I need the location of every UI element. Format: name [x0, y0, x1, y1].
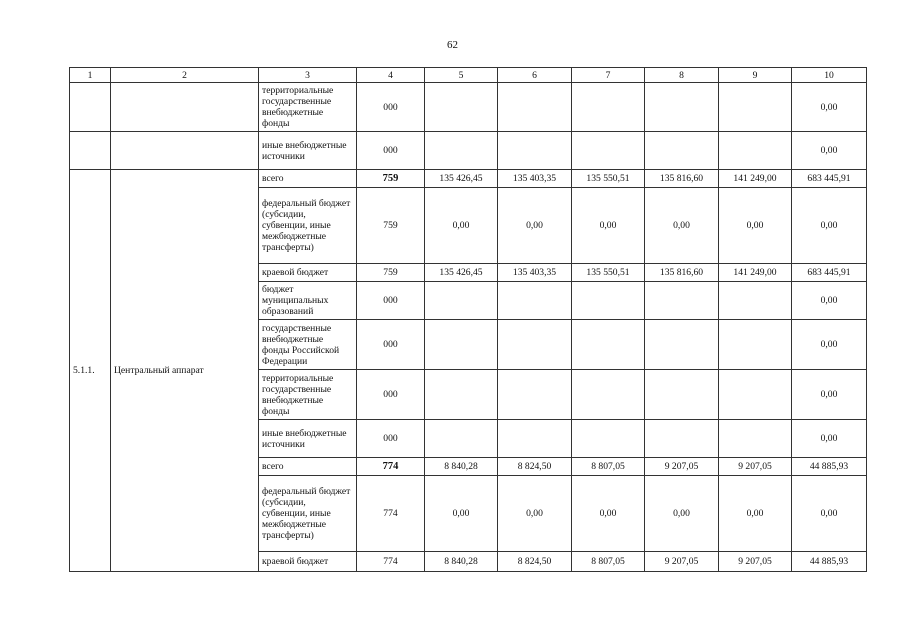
value-cell — [719, 83, 792, 132]
value-cell: 141 249,00 — [719, 264, 792, 282]
value-cell — [719, 132, 792, 170]
budget-code: 000 — [357, 420, 425, 458]
value-cell — [498, 83, 572, 132]
funding-source: иные внебюджетные источники — [259, 420, 357, 458]
value-cell: 0,00 — [645, 188, 719, 264]
value-cell — [572, 320, 645, 370]
value-cell: 0,00 — [425, 476, 498, 552]
budget-table — [69, 67, 867, 572]
column-header: 4 — [357, 68, 425, 83]
value-cell — [425, 83, 498, 132]
budget-code: 759 — [357, 170, 425, 188]
value-cell — [425, 420, 498, 458]
value-cell — [645, 282, 719, 320]
funding-source: федеральный бюджет (субсидии, субвенции, иные межбюджетные трансферты) — [259, 188, 357, 264]
funding-source: всего — [259, 170, 357, 188]
value-cell — [498, 320, 572, 370]
value-cell: 135 550,51 — [572, 170, 645, 188]
value-cell — [719, 320, 792, 370]
funding-source: бюджет муниципальных образований — [259, 282, 357, 320]
budget-code: 759 — [357, 188, 425, 264]
value-cell — [425, 320, 498, 370]
empty-cell — [70, 132, 111, 170]
value-cell — [425, 370, 498, 420]
total-cell: 0,00 — [792, 132, 867, 170]
funding-source: всего — [259, 458, 357, 476]
value-cell: 135 816,60 — [645, 170, 719, 188]
table-row — [70, 132, 867, 170]
value-cell — [719, 282, 792, 320]
column-header: 6 — [498, 68, 572, 83]
value-cell — [425, 132, 498, 170]
value-cell: 0,00 — [498, 188, 572, 264]
value-cell: 9 207,05 — [719, 458, 792, 476]
total-cell: 0,00 — [792, 420, 867, 458]
value-cell — [645, 370, 719, 420]
column-header: 5 — [425, 68, 498, 83]
funding-source: территориальные государственные внебюджетные фонды — [259, 83, 357, 132]
value-cell: 8 807,05 — [572, 552, 645, 572]
value-cell — [498, 282, 572, 320]
value-cell — [572, 370, 645, 420]
column-header: 1 — [70, 68, 111, 83]
value-cell: 0,00 — [572, 476, 645, 552]
value-cell: 9 207,05 — [645, 458, 719, 476]
value-cell: 8 824,50 — [498, 552, 572, 572]
total-cell: 0,00 — [792, 83, 867, 132]
total-cell: 0,00 — [792, 188, 867, 264]
column-header: 7 — [572, 68, 645, 83]
value-cell — [572, 132, 645, 170]
total-cell: 0,00 — [792, 282, 867, 320]
value-cell — [425, 282, 498, 320]
budget-code: 000 — [357, 370, 425, 420]
budget-code: 774 — [357, 552, 425, 572]
total-cell: 683 445,91 — [792, 170, 867, 188]
column-header: 2 — [111, 68, 259, 83]
budget-code: 000 — [357, 320, 425, 370]
value-cell — [719, 370, 792, 420]
column-header: 8 — [645, 68, 719, 83]
value-cell: 0,00 — [498, 476, 572, 552]
value-cell — [645, 320, 719, 370]
total-cell: 0,00 — [792, 320, 867, 370]
column-header: 9 — [719, 68, 792, 83]
budget-code: 774 — [357, 458, 425, 476]
funding-source: федеральный бюджет (субсидии, субвенции, иные межбюджетные трансферты) — [259, 476, 357, 552]
budget-code: 000 — [357, 132, 425, 170]
value-cell — [572, 83, 645, 132]
empty-cell — [111, 132, 259, 170]
column-header: 3 — [259, 68, 357, 83]
row-title: Центральный аппарат — [111, 170, 259, 572]
page-number: 62 — [447, 39, 458, 51]
total-cell: 683 445,91 — [792, 264, 867, 282]
value-cell: 8 824,50 — [498, 458, 572, 476]
value-cell: 0,00 — [719, 476, 792, 552]
value-cell — [498, 420, 572, 458]
empty-cell — [111, 83, 259, 132]
value-cell — [645, 83, 719, 132]
value-cell: 0,00 — [572, 188, 645, 264]
value-cell: 135 403,35 — [498, 264, 572, 282]
value-cell: 135 426,45 — [425, 264, 498, 282]
value-cell — [572, 420, 645, 458]
table-row — [70, 83, 867, 132]
budget-code: 000 — [357, 83, 425, 132]
budget-code: 000 — [357, 282, 425, 320]
column-header: 10 — [792, 68, 867, 83]
value-cell — [645, 420, 719, 458]
funding-source: краевой бюджет — [259, 264, 357, 282]
total-cell: 0,00 — [792, 476, 867, 552]
value-cell: 135 816,60 — [645, 264, 719, 282]
total-cell: 44 885,93 — [792, 458, 867, 476]
value-cell: 0,00 — [425, 188, 498, 264]
value-cell: 9 207,05 — [719, 552, 792, 572]
total-cell: 44 885,93 — [792, 552, 867, 572]
budget-code: 759 — [357, 264, 425, 282]
value-cell: 0,00 — [645, 476, 719, 552]
value-cell — [498, 370, 572, 420]
funding-source: территориальные государственные внебюджетные фонды — [259, 370, 357, 420]
value-cell — [645, 132, 719, 170]
budget-code: 774 — [357, 476, 425, 552]
value-cell — [719, 420, 792, 458]
value-cell: 8 840,28 — [425, 458, 498, 476]
value-cell: 135 550,51 — [572, 264, 645, 282]
funding-source: иные внебюджетные источники — [259, 132, 357, 170]
funding-source: краевой бюджет — [259, 552, 357, 572]
value-cell: 8 840,28 — [425, 552, 498, 572]
table-row — [70, 170, 867, 188]
value-cell: 0,00 — [719, 188, 792, 264]
value-cell: 9 207,05 — [645, 552, 719, 572]
value-cell — [572, 282, 645, 320]
funding-source: государственные внебюджетные фонды Российской Федерации — [259, 320, 357, 370]
value-cell: 135 426,45 — [425, 170, 498, 188]
header-row — [70, 68, 867, 83]
value-cell — [498, 132, 572, 170]
value-cell: 135 403,35 — [498, 170, 572, 188]
value-cell: 8 807,05 — [572, 458, 645, 476]
empty-cell — [70, 83, 111, 132]
row-number: 5.1.1. — [70, 170, 111, 572]
value-cell: 141 249,00 — [719, 170, 792, 188]
total-cell: 0,00 — [792, 370, 867, 420]
